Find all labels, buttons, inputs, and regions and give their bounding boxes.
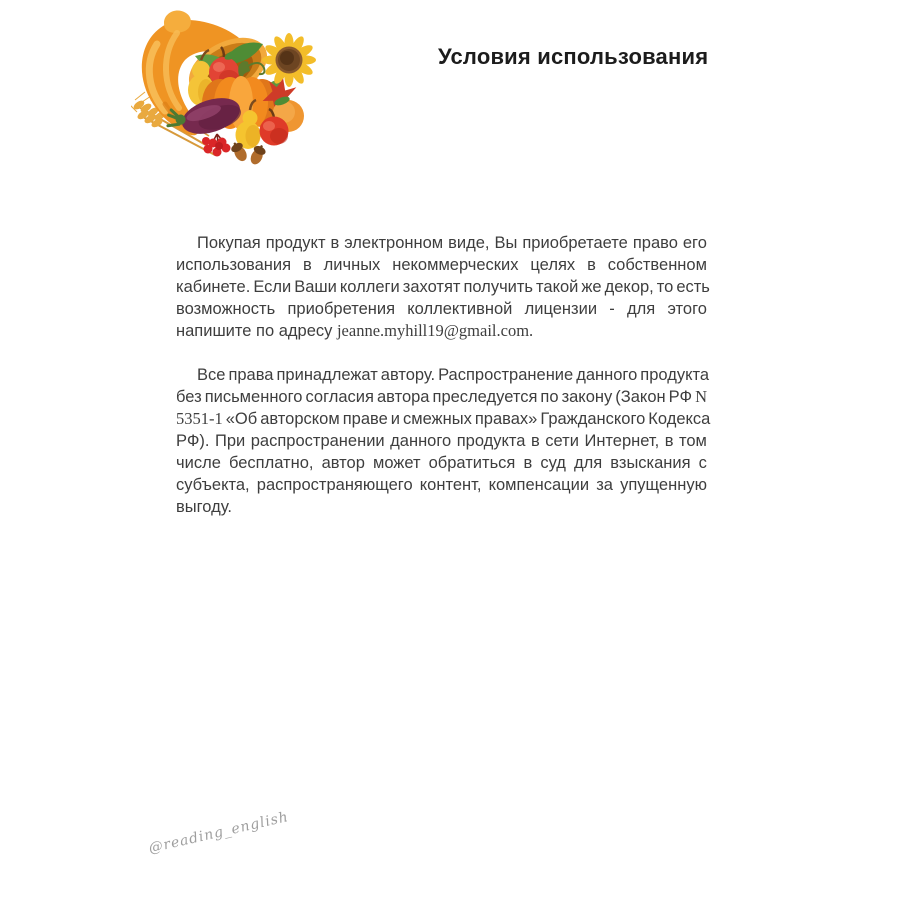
paragraph xyxy=(176,232,710,342)
text-line: без письменного согласия автора преследуется по закону (Закон РФ N xyxy=(176,387,707,406)
text-line: РФ). При распространении данного продукта в сети Интернет, в том xyxy=(176,432,707,450)
text-line: числе бесплатно, автор может обратиться в суд для взыскания с xyxy=(176,454,707,472)
text-line: напишите по адресу jeanne.myhill19@gmail.com. xyxy=(176,321,534,340)
text-line: Покупая продукт в электронном виде, Вы приобретаете право его xyxy=(197,234,707,252)
text-line: возможность приобретения коллективной лицензии - для этого xyxy=(176,300,707,318)
document-body xyxy=(176,232,711,540)
berry-cluster-icon xyxy=(202,134,231,157)
text-line: 5351-1 «Об авторском праве и смежных правах» Гражданского Кодекса xyxy=(176,409,711,428)
text-line: кабинете. Если Ваши коллеги захотят получить такой же декор, то есть xyxy=(176,278,710,296)
page-title: Условия использования xyxy=(438,44,709,69)
cornucopia-illustration xyxy=(131,8,336,188)
text-line: субъекта, распространяющего контент, компенсации за упущенную xyxy=(176,476,707,494)
paragraph xyxy=(176,364,711,518)
text-line: выгоду. xyxy=(176,498,232,516)
text-line: использования в личных некоммерческих целях в собственном xyxy=(176,256,707,274)
text-line: Все права принадлежат автору. Распространение данного продукта xyxy=(197,366,710,384)
watermark-signature: @reading_english xyxy=(147,808,291,857)
